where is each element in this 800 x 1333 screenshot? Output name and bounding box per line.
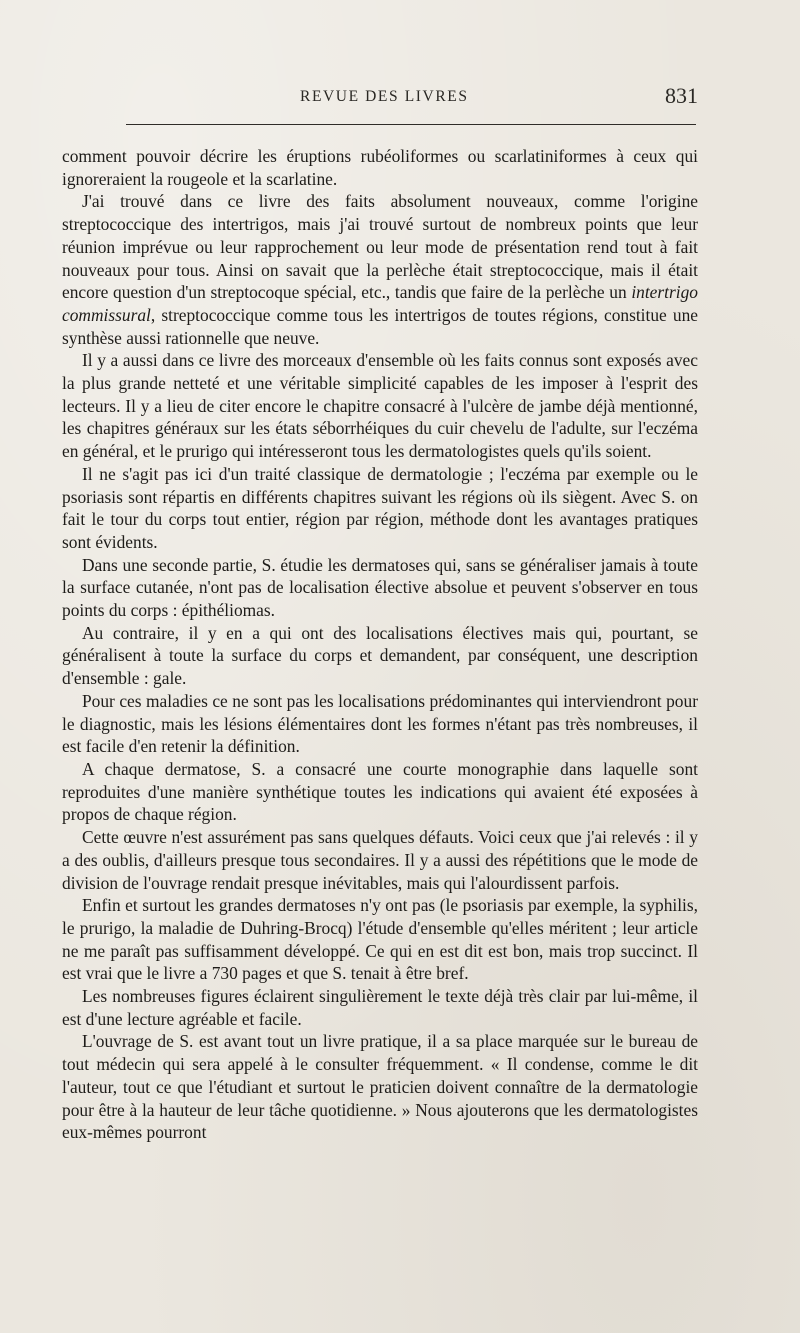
- paragraph-12: L'ouvrage de S. est avant tout un livre pratique, il a sa place marquée sur le bureau de tout médecin qui sera appelé à le consulter fréquemment. « Il condense, comme le dit l'auteur, tout ce que l'étudiant et surtout le praticien doivent connaître de la dermatologie pour être à la hauteur de leur tâche quotidienne. » Nous ajouterons que les dermatologistes eux-mêmes pourront: [62, 1031, 698, 1143]
- paragraph-10: Enfin et surtout les grandes dermatoses n'y ont pas (le psoriasis par exemple, la syphilis, le prurigo, la maladie de Duhring-Brocq) l'étude d'ensemble qu'elles méritent ; leur article ne me paraît pas suffisamment développé. Ce qui en est dit est bon, mais trop succinct. Il est vrai que le livre a 730 pages et que S. tenait à être bref.: [62, 895, 698, 984]
- paragraph-2-text: J'ai trouvé dans ce livre des faits absolument nouveaux, comme l'origine streptococcique des intertrigos, mais j'ai trouvé surtout de nombreux points que leur réunion imprévue ou leur rapprochement ou leur mode de présentation rend tout à fait nouveaux pour tous. Ainsi on savait que la perlèche était streptococcique, mais il était encore question d'un streptocoque spécial, etc., tandis que faire de la perlèche un: [62, 191, 698, 303]
- paragraph-8: A chaque dermatose, S. a consacré une courte monographie dans laquelle sont reproduites d'une manière synthétique toutes les indications qui avaient été exposées à propos de chaque région.: [62, 758, 698, 825]
- running-head: [62, 83, 698, 116]
- header-rule: [126, 124, 696, 125]
- paragraph-7: Pour ces maladies ce ne sont pas les localisations prédominantes qui interviendront pour le diagnostic, mais les lésions élémentaires dont les formes n'étant pas très nombreuses, il est facile d'en retenir la définition.: [62, 690, 698, 757]
- paragraph-1: comment pouvoir décrire les éruptions rubéoliformes ou scarlatiniformes à ceux qui ignoreraient la rougeole et la scarlatine.: [62, 146, 698, 189]
- body-text: [62, 145, 698, 1144]
- running-head-title: REVUE DES LIVRES: [300, 88, 469, 105]
- paragraph-2: [62, 190, 698, 349]
- paragraph-3: Il y a aussi dans ce livre des morceaux d'ensemble où les faits connus sont exposés avec la plus grande netteté et une véritable simplicité capables de les imposer à l'esprit des lecteurs. Il y a lieu de citer encore le chapitre consacré à l'ulcère de jambe déjà mentionné, les chapitres généraux sur les états séborrhéiques du cuir chevelu de l'adulte, sur l'eczéma en général, et le prurigo qui intéresseront tous les dermatologistes quels qu'ils soient.: [62, 350, 698, 462]
- paragraph-9: Cette œuvre n'est assurément pas sans quelques défauts. Voici ceux que j'ai relevés : il y a des oublis, d'ailleurs presque tous secondaires. Il y a aussi des répétitions que le mode de division de l'ouvrage rendait presque inévitables, mais qui l'alourdissent parfois.: [62, 827, 698, 893]
- page-number: 831: [665, 83, 698, 108]
- paragraph-4: Il ne s'agit pas ici d'un traité classique de dermatologie ; l'eczéma par exemple ou le psoriasis sont répartis en différents chapitres suivant les régions où ils siègent. Avec S. on fait le tour du corps tout entier, région par région, méthode dont les avantages pratiques sont évidents.: [62, 463, 698, 552]
- paragraph-2-text-end: , streptococcique comme tous les intertrigos de toutes régions, constitue une synthèse aussi rationnelle que neuve.: [62, 304, 698, 348]
- paragraph-2-italic-term: intertrigo commissural: [62, 282, 698, 325]
- paragraph-11: Les nombreuses figures éclairent singulièrement le texte déjà très clair par lui-même, il est d'une lecture agréable et facile.: [62, 986, 698, 1029]
- paragraph-5: Dans une seconde partie, S. étudie les dermatoses qui, sans se généraliser jamais à toute la surface cutanée, n'ont pas de localisation élective absolue et peuvent s'observer en tous points du corps : épithéliomas.: [62, 554, 698, 621]
- paragraph-6: Au contraire, il y en a qui ont des localisations électives mais qui, pourtant, se généralisent à toute la surface du corps et demandent, par conséquent, une description d'ensemble : gale.: [62, 622, 698, 689]
